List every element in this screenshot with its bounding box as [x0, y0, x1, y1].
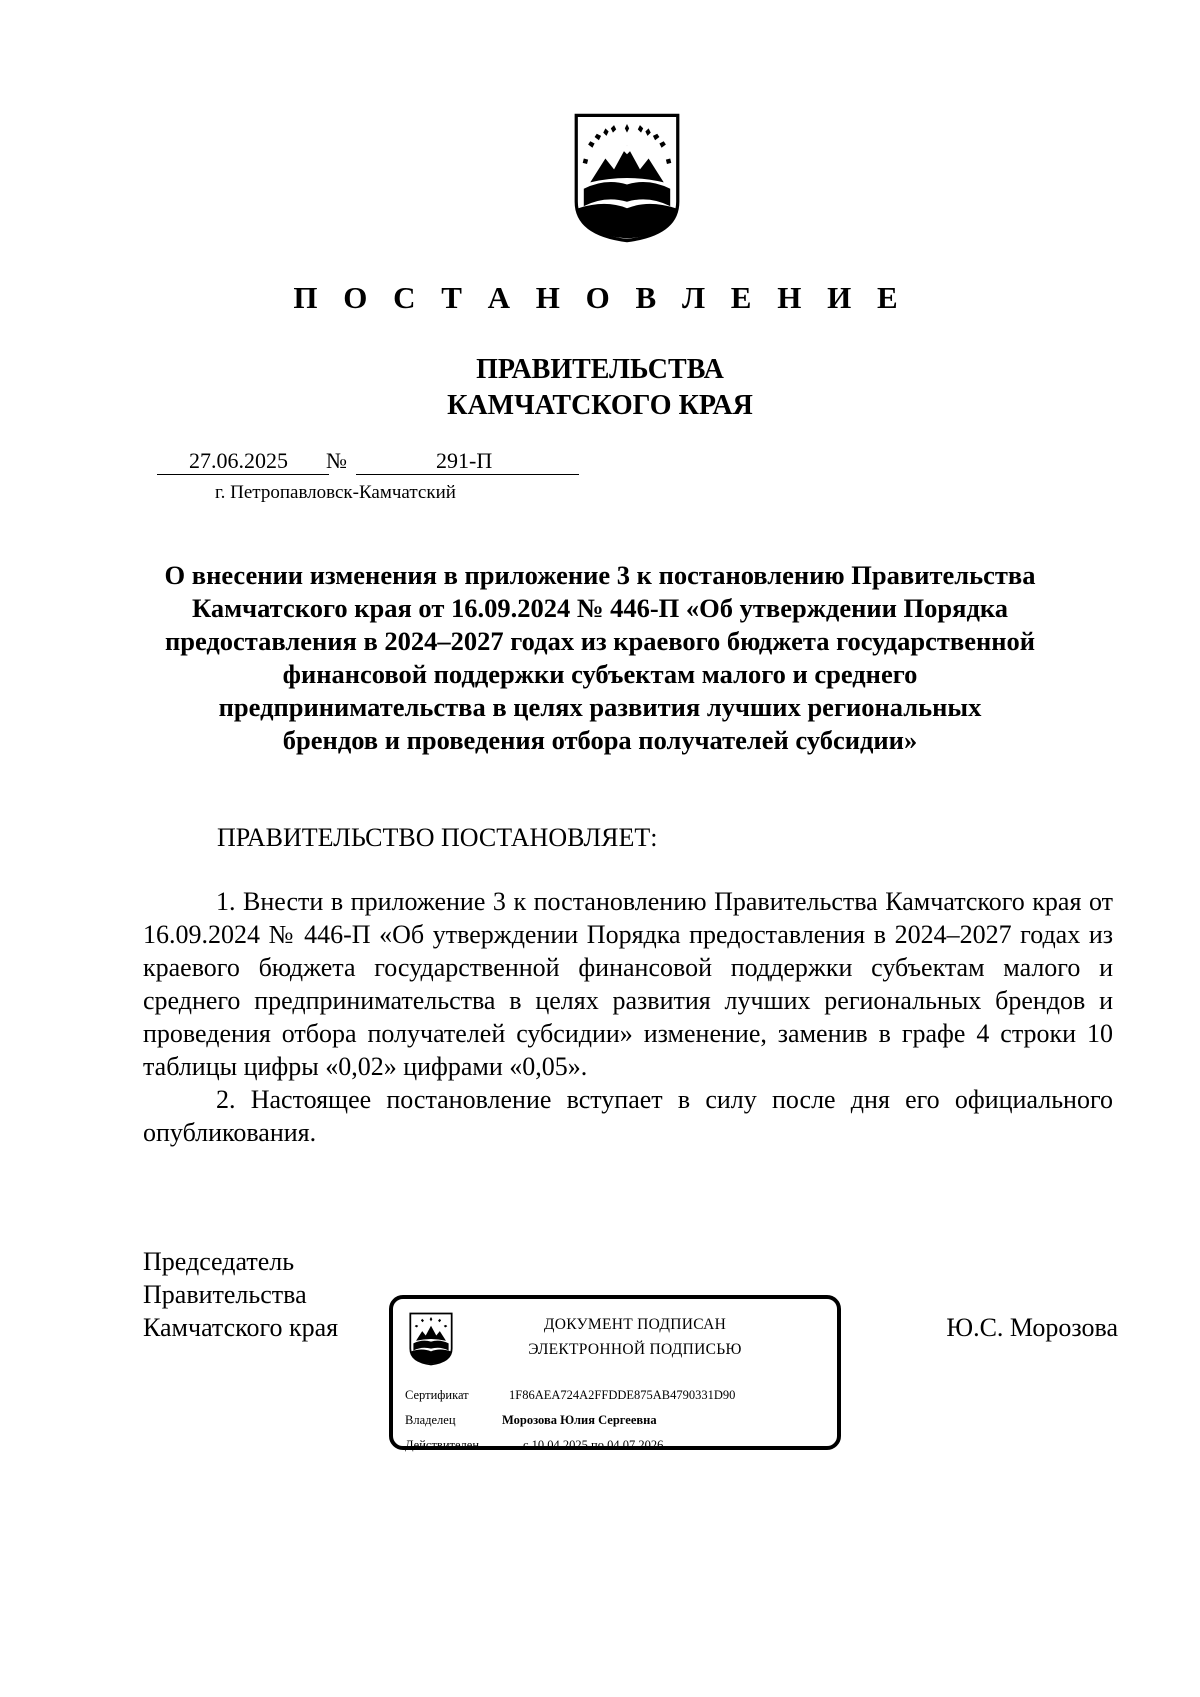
- stamp-title-line: ЭЛЕКТРОННОЙ ПОДПИСЬЮ: [528, 1341, 742, 1358]
- body-paragraph: 1. Внести в приложение 3 к постановлению Правительства Камчатского края от 16.09.2024 № 446-П «Об утверждении Порядка предоставления в 2024–2027 годах из краевого бюджета государственной финансовой поддержки субъектам малого и среднего предпринимательства в целях развития лучших региональных брендов и проведения отбора получателей субсидии» изменение, заменив в графе 4 строки 10 таблицы цифры «0,02» цифрами «0,05».: [143, 887, 1113, 1081]
- position-line: Председатель: [143, 1247, 295, 1276]
- coat-of-arms-emblem: [573, 113, 681, 243]
- number-sign: №: [326, 448, 347, 473]
- number-underline: [356, 474, 579, 475]
- electronic-signature-stamp: [389, 1295, 841, 1450]
- body-paragraph: 2. Настоящее постановление вступает в силу после дня его официального опубликования.: [143, 1085, 1113, 1147]
- validity-label: Действителен: [405, 1438, 480, 1452]
- position-line: Правительства: [143, 1280, 307, 1309]
- stamp-title-line: ДОКУМЕНТ ПОДПИСАН: [543, 1316, 727, 1333]
- certificate-row: [405, 1387, 736, 1403]
- subject-line: предоставления в 2024–2027 годах из краевого бюджета государственной: [164, 626, 1036, 656]
- stamp-title: [505, 1312, 765, 1362]
- date-underline: [157, 474, 329, 475]
- owner-label: Владелец: [405, 1413, 456, 1427]
- document-subject: [140, 559, 1060, 757]
- subject-line: О внесении изменения в приложение 3 к постановлению Правительства: [164, 560, 1036, 590]
- certificate-value: 1F86AEA724A2FFDDE875AB4790331D90: [509, 1388, 736, 1402]
- validity-row: [405, 1437, 664, 1453]
- document-body: [143, 885, 1113, 1149]
- signer-position: [143, 1245, 338, 1344]
- city-of-issue: г. Петропавловск-Камчатский: [215, 482, 456, 503]
- owner-value: Морозова Юлия Сергеевна: [502, 1413, 657, 1427]
- issuer-name: [0, 352, 1200, 424]
- subject-line: финансовой поддержки субъектам малого и среднего: [282, 659, 918, 689]
- subject-line: предпринимательства в целях развития лучших региональных: [218, 692, 982, 722]
- subject-line: брендов и проведения отбора получателей субсидии»: [282, 725, 918, 755]
- document-number: 291-П: [436, 448, 493, 473]
- issuer-line: ПРАВИТЕЛЬСТВА: [476, 354, 724, 385]
- validity-value: с 10.04.2025 по 04.07.2026: [523, 1438, 664, 1452]
- issuer-line: КАМЧАТСКОГО КРАЯ: [447, 390, 753, 421]
- document-date: 27.06.2025: [189, 448, 288, 473]
- coat-of-arms-icon: [409, 1312, 453, 1366]
- position-line: Камчатского края: [143, 1313, 339, 1342]
- subject-line: Камчатского края от 16.09.2024 № 446-П «Об утверждении Порядка: [192, 593, 1008, 623]
- document-type-title: П О С Т А Н О В Л Е Н И Е: [293, 280, 907, 315]
- signer-name: Ю.С. Морозова: [946, 1313, 1118, 1342]
- decree-heading: ПРАВИТЕЛЬСТВО ПОСТАНОВЛЯЕТ:: [217, 823, 658, 852]
- certificate-label: Сертификат: [405, 1388, 469, 1402]
- owner-row: [405, 1412, 657, 1428]
